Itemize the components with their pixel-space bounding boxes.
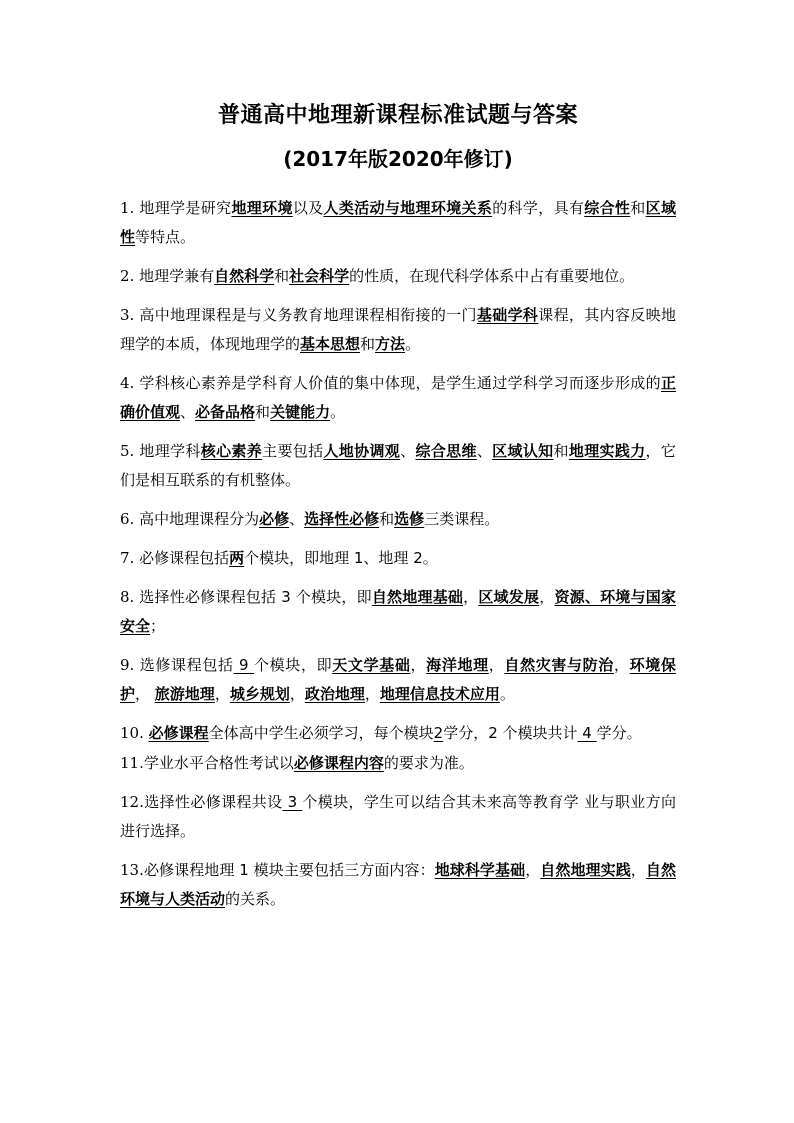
answer: 综合性 [584, 199, 631, 217]
question-8: 8. 选择性必修课程包括 3 个模块，即自然地理基础，区域发展，资源、环境与国家安全； [120, 588, 676, 635]
question-4: 4. 学科核心素养是学科育人价值的集中体现，是学生通过学科学习而逐步形成的正确价值观、必备品格和关键能力。 [120, 374, 676, 421]
question-number: 8. [120, 588, 135, 606]
answer: 人类活动与地理环境关系 [323, 199, 493, 217]
answer: 人地协调观 [323, 442, 401, 460]
answer: 自然科学 [214, 267, 275, 285]
question-5: 5. 地理学科核心素养主要包括人地协调观、综合思维、区域认知和地理实践力，它们是相互联系的有机整体。 [120, 442, 676, 489]
answer: 政治地理 [304, 685, 365, 703]
answer: 自然灾害与防治 [504, 656, 614, 674]
question-9: 9. 选修课程包括 9 个模块，即天文学基础，海洋地理，自然灾害与防治，环境保护， 旅游地理，城乡规划，政治地理，地理信息技术应用。 [120, 656, 676, 703]
fill-blank: 4 [577, 724, 597, 742]
answer: 旅游地理 [154, 685, 215, 703]
answer: 区域发展 [478, 588, 540, 606]
answer: 环境保护 [120, 656, 676, 703]
answer: 选修 [394, 510, 425, 528]
page-subtitle: (2017年版2020年修订) [283, 147, 513, 171]
answer: 自然环境与人类活动 [120, 861, 676, 908]
question-number: 13. [120, 861, 144, 879]
question-6: 6. 高中地理课程分为必修、选择性必修和选修三类课程。 [120, 510, 500, 528]
question-number: 5. [120, 442, 135, 460]
question-number: 11. [120, 754, 144, 772]
answer: 综合思维 [415, 442, 477, 460]
question-3: 3. 高中地理课程是与义务教育地理课程相衔接的一门基础学科课程，其内容反映地理学的本质，体现地理学的基本思想和方法。 [120, 306, 676, 353]
question-number: 6. [120, 510, 135, 528]
question-2: 2. 地理学兼有自然科学和社会科学的性质，在现代科学体系中占有重要地位。 [120, 267, 635, 285]
answer: 选择性必修 [304, 510, 380, 528]
answer: 区域认知 [492, 442, 554, 460]
answer: 自然地理基础 [371, 588, 464, 606]
answer: 天文学基础 [332, 656, 411, 674]
question-13: 13.必修课程地理 1 模块主要包括三方面内容：地球科学基础，自然地理实践，自然环境与人类活动的关系。 [120, 861, 676, 908]
answer: 地球科学基础 [434, 861, 526, 879]
answer: 区域性 [120, 199, 676, 246]
question-number: 2. [120, 267, 135, 285]
answer: 必修课程 [148, 724, 209, 742]
question-7: 7. 必修课程包括两个模块，即地理 1、地理 2。 [120, 549, 438, 567]
answer: 地理信息技术应用 [379, 685, 500, 703]
question-number: 9. [120, 656, 135, 674]
question-11: 11.学业水平合格性考试以必修课程内容的要求为准。 [120, 754, 474, 772]
question-number: 7. [120, 549, 135, 567]
answer: 必修课程内容 [293, 754, 384, 772]
answer: 核心素养 [200, 442, 263, 460]
question-1: 1. 地理学是研究地理环境以及人类活动与地理环境关系的科学，具有综合性和区域性等特点。 [120, 199, 676, 246]
question-12: 12.选择性必修课程共设 3 个模块，学生可以结合其未来高等教育学 业与职业方向进行选择。 [120, 793, 676, 840]
answer: 社会科学 [289, 267, 350, 285]
answer: 城乡规划 [229, 685, 290, 703]
answer: 地理实践力 [568, 442, 646, 460]
question-number: 10. [120, 724, 144, 742]
question-number: 12. [120, 793, 144, 811]
answer: 自然地理实践 [540, 861, 631, 879]
page-title: 普通高中地理新课程标准试题与答案 [217, 103, 578, 128]
answer: 必修 [259, 510, 290, 528]
answer: 海洋地理 [426, 656, 489, 674]
answer: 地理环境 [231, 199, 293, 217]
question-number: 1. [120, 199, 135, 217]
fill-blank: 3 [282, 793, 303, 811]
answer: 正确价值观 [120, 374, 676, 421]
question-number: 3. [120, 306, 135, 324]
answer: 必备品格 [195, 403, 256, 421]
fill-blank: 9 [233, 656, 255, 674]
answer: 资源、环境与国家安全 [120, 588, 676, 635]
answer: 两 [229, 549, 245, 567]
answer: 基础学科 [476, 306, 539, 324]
question-10: 10. 必修课程全体高中学生必须学习，每个模块2学分，2 个模块共计 4 学分。 [120, 724, 642, 742]
answer: 方法 [375, 335, 406, 353]
answer: 基本思想 [300, 335, 361, 353]
fill-blank: 2 [433, 724, 444, 742]
answer: 关键能力 [270, 403, 331, 421]
question-number: 4. [120, 374, 135, 392]
